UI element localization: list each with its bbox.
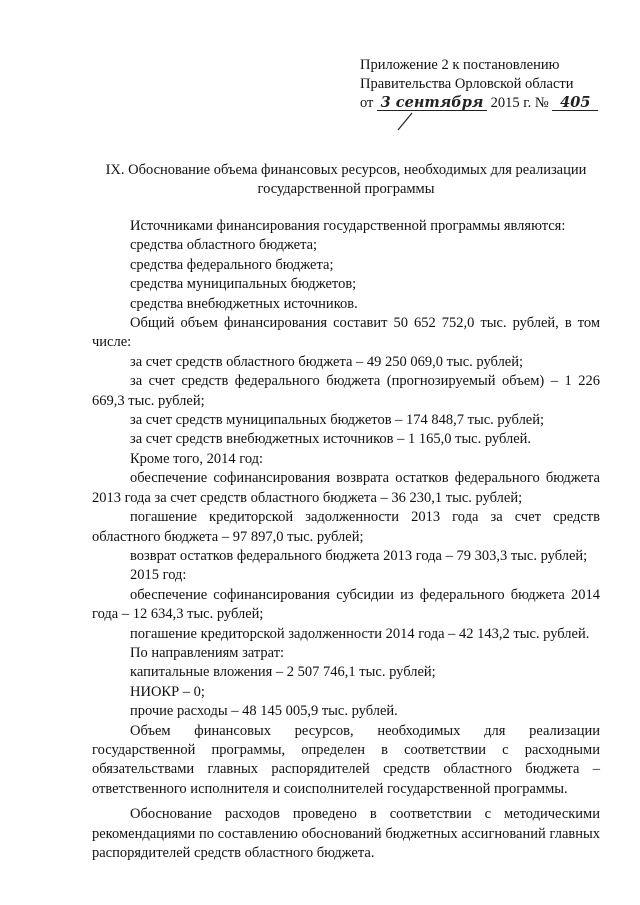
paragraph-2014-return: возврат остатков федерального бюджета 2013 года – 79 303,3 тыс. рублей; bbox=[130, 547, 588, 564]
paragraph-2015-debt: погашение кредиторской задолженности 2014 года – 42 143,2 тыс. рублей. bbox=[130, 625, 590, 642]
paragraph-federal-amount: за счет средств федерального бюджета (прогнозируемый объем) – 1 226 669,3 тыс. рублей; bbox=[92, 373, 600, 409]
paragraph-regional-amount: за счет средств областного бюджета – 49 250 069,0 тыс. рублей; bbox=[130, 353, 524, 370]
paragraph-extrabudgetary: средства внебюджетных источников. bbox=[130, 295, 358, 312]
paragraph-total-volume: Общий объем финансирования составит 50 652 752,0 тыс. рублей, в том числе: bbox=[92, 315, 600, 351]
appendix-line-3 bbox=[360, 94, 610, 113]
paragraph-2015-intro: 2015 год: bbox=[130, 567, 187, 584]
document-body bbox=[92, 217, 600, 863]
heading-line-2: государственной программы bbox=[257, 181, 435, 197]
appendix-prefix: от bbox=[360, 95, 374, 111]
paragraph-regional-budget: средства областного бюджета; bbox=[130, 237, 318, 254]
appendix-line-1: Приложение 2 к постановлению bbox=[360, 57, 560, 73]
handwritten-date: 3 сентября bbox=[377, 96, 487, 111]
heading-line-1: IX. Обоснование объема финансовых ресурсов, необходимых для реализации bbox=[105, 162, 587, 178]
paragraph-2014-intro: Кроме того, 2014 год: bbox=[130, 450, 264, 467]
appendix-line-2: Правительства Орловской области bbox=[360, 76, 574, 92]
appendix-block bbox=[360, 56, 610, 113]
paragraph-sources-intro: Источниками финансирования государственной программы являются: bbox=[130, 218, 566, 234]
paragraph-2015-cofinancing: обеспечение софинансирования субсидии из федерального бюджета 2014 года – 12 634,3 тыс. рублей; bbox=[92, 586, 600, 623]
paragraph-capital-investments: капитальные вложения – 2 507 746,1 тыс. рублей; bbox=[130, 664, 436, 681]
paragraph-cost-directions: По направлениям затрат: bbox=[130, 644, 285, 661]
paragraph-volume-basis: Объем финансовых ресурсов, необходимых для реализации государственной программы, определен в соответствии с расходными обязательствами главных распорядителей средств областного бюджета – ответственного исполнителя и соисполнителей государственной программы. bbox=[92, 722, 600, 797]
appendix-year: 2015 г. № bbox=[490, 95, 549, 111]
paragraph-extrabudgetary-amount: за счет средств внебюджетных источников – 1 165,0 тыс. рублей. bbox=[130, 431, 532, 448]
paragraph-municipal-budgets: средства муниципальных бюджетов; bbox=[130, 276, 357, 293]
paragraph-municipal-amount: за счет средств муниципальных бюджетов – 174 848,7 тыс. рублей; bbox=[130, 412, 545, 429]
paragraph-federal-budget: средства федерального бюджета; bbox=[130, 256, 334, 273]
section-heading bbox=[92, 161, 600, 199]
paragraph-other-expenses: прочие расходы – 48 145 005,9 тыс. рублей. bbox=[130, 703, 398, 720]
paragraph-methodology: Обоснование расходов проведено в соответствии с методическими рекомендациями по составлению обоснований бюджетных ассигнований главных распорядителей средств областного бюджета. bbox=[92, 806, 600, 861]
paragraph-2014-debt: погашение кредиторской задолженности 2013 года за счет средств областного бюджета – 97 897,0 тыс. рублей; bbox=[92, 509, 600, 545]
signature-mark-icon bbox=[396, 112, 414, 132]
paragraph-2014-cofinancing: обеспечение софинансирования возврата остатков федерального бюджета 2013 года за счет средств областного бюджета – 36 230,1 тыс. рублей; bbox=[92, 470, 600, 506]
paragraph-niokr: НИОКР – 0; bbox=[130, 683, 205, 700]
handwritten-number: 405 bbox=[552, 96, 598, 111]
